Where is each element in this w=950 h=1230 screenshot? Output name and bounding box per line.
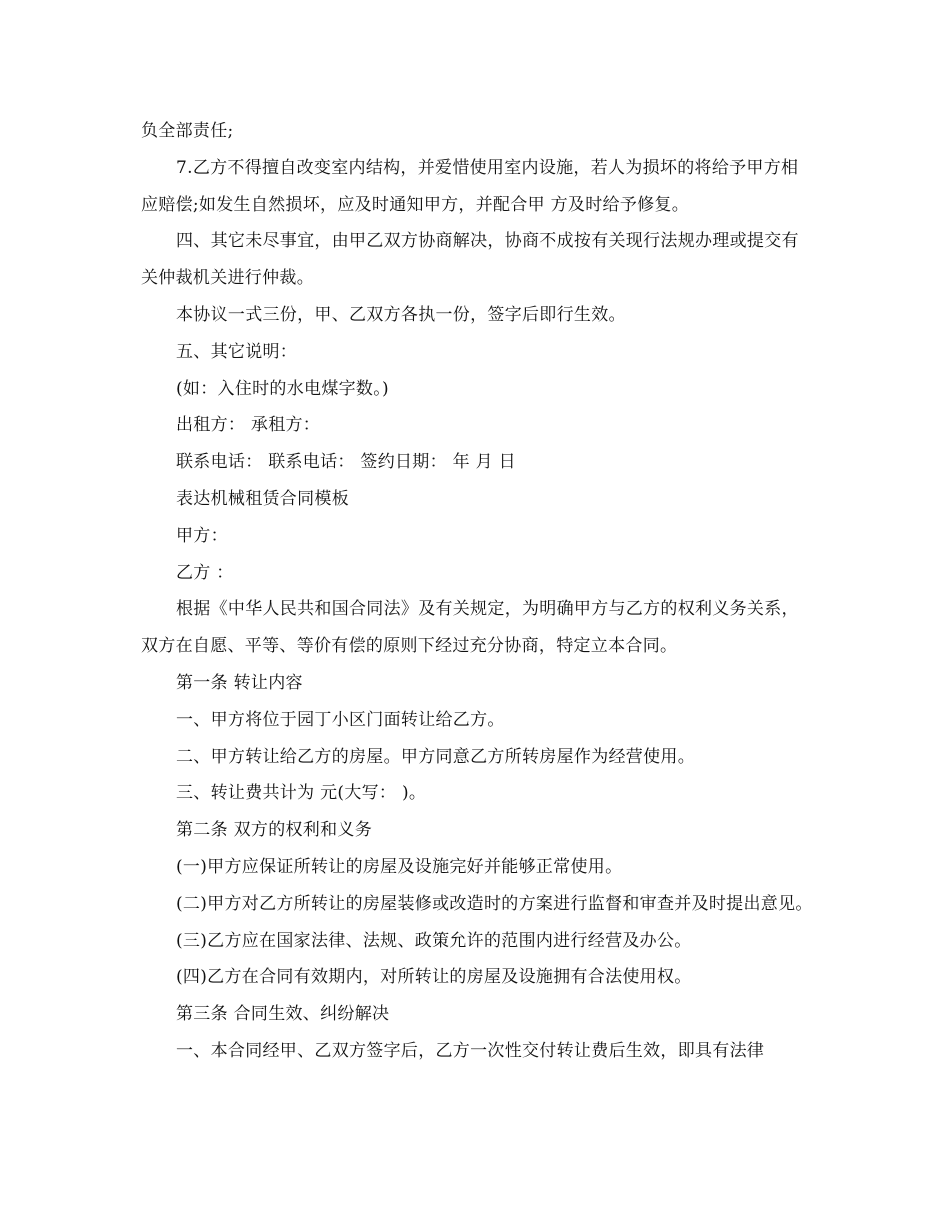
paragraph-copies: 本协议一式三份，甲、乙双方各执一份，签字后即行生效。 [176, 304, 626, 325]
paragraph-section-4: 四、其它未尽事宜，由甲乙双方协商解决，协商不成按有关现行法规办理或提交有关仲裁机关进行仲裁。 [141, 231, 799, 289]
paragraph-article-3-item-1: 一、本合同经甲、乙双方签字后，乙方一次性交付转让费后生效，即具有法律 [176, 1040, 765, 1061]
paragraph-article-3-heading: 第三条 合同生效、纠纷解决 [176, 1004, 390, 1025]
paragraph-party-a: 甲方： [176, 525, 228, 546]
document-body [141, 113, 813, 1070]
paragraph-article-2-heading: 第二条 双方的权利和义务 [176, 820, 373, 841]
paragraph-article-2-item-1: (一)甲方应保证所转让的房屋及设施完好并能够正常使用。 [176, 856, 623, 877]
paragraph-contact-date: 联系电话： 联系电话： 签约日期： 年 月 日 [176, 452, 516, 473]
paragraph-article-2-item-4: (四)乙方在合同有效期内，对所转让的房屋及设施拥有合法使用权。 [176, 967, 692, 988]
paragraph-article-1-heading: 第一条 转让内容 [176, 672, 303, 693]
paragraph-article-1-item-2: 二、甲方转让给乙方的房屋。甲方同意乙方所转房屋作为经营使用。 [176, 746, 695, 767]
paragraph-continuation: 负全部责任; [141, 121, 234, 141]
paragraph-template-title: 表达机械租赁合同模板 [176, 488, 349, 509]
paragraph-clause-7: 7.乙方不得擅自改变室内结构，并爱惜使用室内设施，若人为损坏的将给予甲方相应赔偿;如发生自然损坏，应及时通知甲方，并配合甲 方及时给予修复。 [141, 157, 799, 215]
paragraph-party-b: 乙方 ： [176, 562, 234, 583]
paragraph-article-2-item-3: (三)乙方应在国家法律、法规、政策允许的范围内进行经营及办公。 [176, 930, 692, 951]
paragraph-note: (如：入住时的水电煤字数。) [176, 378, 389, 399]
paragraph-section-5-heading: 五、其它说明： [176, 341, 298, 362]
paragraph-article-1-item-1: 一、甲方将位于园丁小区门面转让给乙方。 [176, 709, 505, 730]
paragraph-parties-signature: 出租方： 承租方： [176, 415, 321, 436]
paragraph-preamble: 根据《中华人民共和国合同法》及有关规定，为明确甲方与乙方的权利义务关系，双方在自愿、平等、等价有偿的原则下经过充分协商，特定立本合同。 [141, 599, 799, 657]
paragraph-article-1-item-3: 三、转让费共计为 元(大写： )。 [176, 783, 427, 804]
paragraph-article-2-item-2: (二)甲方对乙方所转让的房屋装修或改造时的方案进行监督和审查并及时提出意见。 [176, 893, 813, 914]
